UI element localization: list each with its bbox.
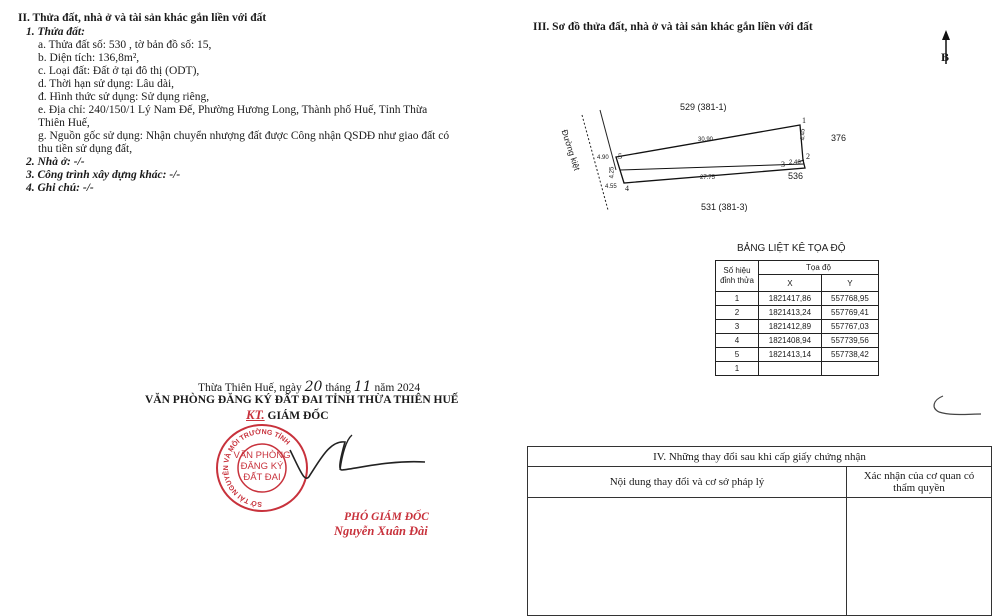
point-3: 3 (781, 160, 785, 169)
dim-left-bottom: 4.25 (609, 166, 616, 179)
origin-line: g. Nguồn gốc sử dụng: Nhận chuyển nhượng đất được Công nhận QSDĐ như giao đất có (38, 130, 450, 142)
address-line: e. Địa chỉ: 240/150/1 Lý Nam Đế, Phường Hương Long, Thành phố Huế, Tỉnh Thừa (38, 104, 428, 116)
date-month: 11 (353, 379, 372, 395)
coord-table (715, 260, 879, 376)
row-point: 1 (716, 362, 759, 376)
section-ii-title: II. Thửa đất, nhà ở và tài sản khác gắn liền với đất (18, 12, 267, 24)
address-line-cont: Thiên Huế, (38, 117, 90, 129)
point-2: 2 (806, 152, 810, 161)
other-works-item: 3. Công trình xây dựng khác: -/- (26, 169, 181, 181)
area-line: b. Diện tích: 136,8m², (38, 52, 140, 64)
dim-bottom: 27.75 (700, 175, 716, 181)
row-x: 1821417,86 (759, 292, 822, 306)
parcel-heading: 1. Thửa đất: (26, 26, 85, 38)
director-title: GIÁM ĐỐC (264, 410, 329, 422)
row-y: 557768,95 (821, 292, 878, 306)
dim-left-top: 4.90 (597, 155, 609, 161)
stamp-line-2: ĐĂNG KÝ (240, 461, 284, 472)
signer-name: Nguyễn Xuân Đài (334, 524, 428, 538)
term-line: d. Thời hạn sử dụng: Lâu dài, (38, 78, 175, 90)
pen-mark (925, 392, 985, 422)
label-corner-parcel: 536 (788, 171, 804, 181)
col-y-header: Y (821, 275, 878, 292)
col-confirm-header: Xác nhận của cơ quan có thẩm quyền (847, 467, 992, 498)
date-year: năm 2024 (371, 382, 421, 394)
kt-mark: KT. (246, 407, 265, 422)
coord-table-title: BẢNG LIỆT KÊ TỌA ĐỘ (737, 243, 846, 254)
table-row (716, 320, 879, 334)
point-4: 4 (625, 184, 629, 193)
row-point: 1 (716, 292, 759, 306)
month-prefix: tháng (322, 382, 354, 394)
section-iii-title: III. Sơ đồ thửa đất, nhà ở và tài sản khác gắn liền với đất (533, 21, 813, 33)
col-point-header: Số hiệu đỉnh thửa (716, 261, 759, 292)
row-y: 557769,41 (821, 306, 878, 320)
changes-table-title: IV. Những thay đổi sau khi cấp giấy chứng nhận (528, 447, 992, 467)
dim-road: 4.55 (605, 184, 617, 190)
row-y (821, 362, 878, 376)
changes-table (527, 446, 992, 616)
table-row (716, 292, 879, 306)
deputy-title: PHÓ GIÁM ĐỐC (344, 511, 429, 523)
table-row (716, 306, 879, 320)
dim-right-bottom: 2.40 (789, 160, 801, 166)
dim-top: 30.90 (698, 137, 714, 143)
confirm-cell (847, 498, 992, 616)
row-x: 1821408,94 (759, 334, 822, 348)
table-row (716, 334, 879, 348)
land-type-line: c. Loại đất: Đất ở tại đô thị (ODT), (38, 65, 200, 77)
col-content-header: Nội dung thay đổi và cơ sở pháp lý (528, 467, 847, 498)
road-label: Đường kiệt (559, 128, 583, 172)
table-row (716, 348, 879, 362)
row-point: 2 (716, 306, 759, 320)
office-name: VĂN PHÒNG ĐĂNG KÝ ĐẤT ĐAI TỈNH THỪA THIÊN HUẾ (145, 394, 459, 406)
row-x: 1821412,89 (759, 320, 822, 334)
origin-line-cont: thu tiền sử dụng đất, (38, 143, 133, 155)
note-item: 4. Ghi chú: -/- (26, 182, 94, 194)
usage-form-line: đ. Hình thức sử dụng: Sử dụng riêng, (38, 91, 210, 103)
table-row (716, 362, 879, 376)
row-y: 557767,03 (821, 320, 878, 334)
label-north-parcel: 529 (381-1) (680, 102, 727, 112)
parcel-number-line: a. Thửa đất số: 530 , tờ bản đồ số: 15, (38, 39, 212, 51)
handwritten-signature (270, 430, 430, 500)
row-x: 1821413,24 (759, 306, 822, 320)
point-1: 1 (802, 116, 806, 125)
stamp-line-3: ĐẤT ĐAI (243, 472, 281, 483)
content-cell (528, 498, 847, 616)
row-x: 1821413,14 (759, 348, 822, 362)
issue-date (198, 381, 420, 395)
point-5: 5 (618, 152, 622, 161)
row-y: 557738,42 (821, 348, 878, 362)
dim-right-top: 4.45 (800, 128, 807, 141)
row-point: 3 (716, 320, 759, 334)
date-prefix: Thừa Thiên Huế, ngày (198, 382, 305, 394)
label-east-parcel: 376 (831, 133, 847, 143)
north-label: B (941, 50, 950, 64)
director-line (246, 408, 329, 423)
stamp-ring-text: SỞ TÀI NGUYÊN VÀ MÔI TRƯỜNG TỈNH (223, 428, 291, 508)
row-y: 557739,56 (821, 334, 878, 348)
house-item: 2. Nhà ở: -/- (26, 156, 85, 168)
col-x-header: X (759, 275, 822, 292)
row-point: 4 (716, 334, 759, 348)
row-point: 5 (716, 348, 759, 362)
date-day: 20 (304, 379, 323, 395)
row-x (759, 362, 822, 376)
col-coord-header: Tọa độ (759, 261, 879, 275)
stamp-line-1: VĂN PHÒNG (233, 450, 291, 461)
label-south-parcel: 531 (381-3) (701, 202, 748, 212)
